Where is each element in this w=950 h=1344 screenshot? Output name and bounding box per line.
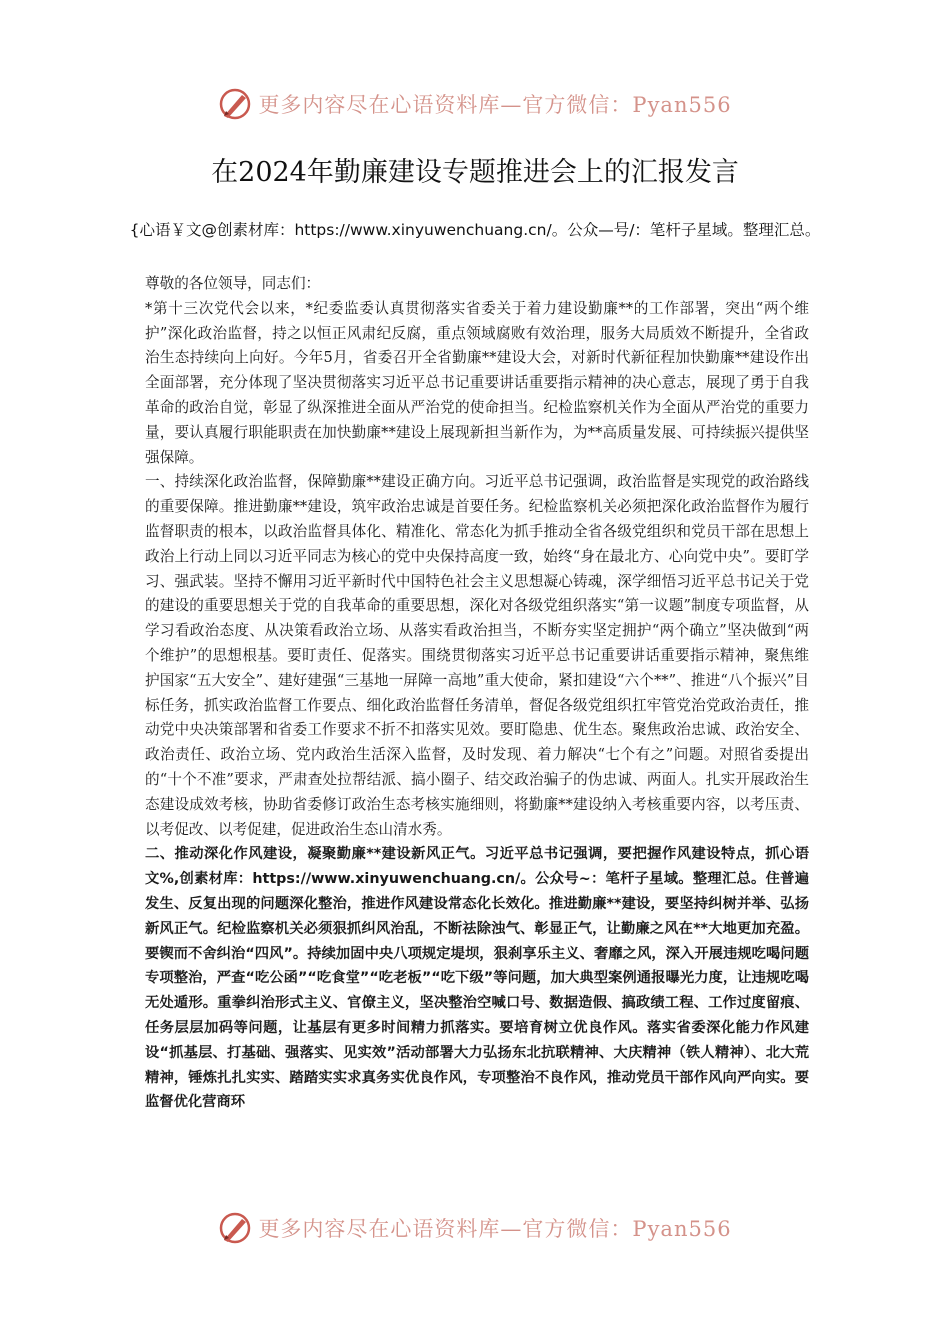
pen-logo-icon xyxy=(218,87,252,121)
watermark-text: 更多内容尽在心语资料库—官方微信：Pyan556 xyxy=(258,93,732,117)
document-body xyxy=(145,272,809,1115)
pen-logo-icon xyxy=(218,1211,252,1245)
source-note: {心语￥文@创素材库：https://www.xinyuwenchuang.cn/。公众—号/：笔杆子星域。整理汇总。 xyxy=(129,221,821,239)
salutation: 尊敬的各位领导，同志们： xyxy=(145,275,321,292)
page-title: 在2024年勤廉建设专题推进会上的汇报发言 xyxy=(211,157,739,188)
watermark-banner-top xyxy=(0,82,950,126)
paragraph-section-2: 二、推动深化作风建设，凝聚勤廉**建设新风正气。习近平总书记强调，要把握作风建设特点，抓心语文%,创素材库：https://www.xinyuwenchuang.cn/。公众号~：笔杆子星域。整理汇总。住普遍发生、反复出现的问题深化整治，推进作风建设常态化长效化。推进勤廉**建设，要坚持纠树并举、弘扬新风正气。纪检监察机关必须狠抓纠风治乱，不断祛除浊气、彰显正气，让勤廉之风在**大地更加充盈。要锲而不舍纠治“四风”。持续加固中央八项规定堤坝，狠刹享乐主义、奢靡之风，深入开展违规吃喝问题专项整治，严查“吃公函”“吃食堂”“吃老板”“吃下级”等问题，加大典型案例通报曝光力度，让违规吃喝无处遁形。重拳纠治形式主义、官僚主义，坚决整治空喊口号、数据造假、搞政绩工程、工作过度留痕、任务层层加码等问题，让基层有更多时间精力抓落实。要培育树立优良作风。落实省委深化能力作风建设“抓基层、打基础、强落实、见实效”活动部署大力弘扬东北抗联精神、大庆精神（铁人精神）、北大荒精神，锤炼扎扎实实、踏踏实实求真务实优良作风，专项整治不良作风，推动党员干部作风向严向实。要监督优化营商环 xyxy=(145,846,809,1111)
watermark-text: 更多内容尽在心语资料库—官方微信：Pyan556 xyxy=(258,1217,732,1241)
paragraph-intro: *第十三次党代会以来，*纪委监委认真贯彻落实省委关于着力建设勤廉**的工作部署，突出“两个维护”深化政治监督，持之以恒正风肃纪反腐，重点领域腐败有效治理，服务大局质效不断提升，全省政治生态持续向上向好。今年5月，省委召开全省勤廉**建设大会，对新时代新征程加快勤廉**建设作出全面部署，充分体现了坚决贯彻落实习近平总书记重要讲话重要指示精神的决心意志，展现了勇于自我革命的政治自觉，彰显了纵深推进全面从严治党的使命担当。纪检监察机关作为全面从严治党的重要力量，要认真履行职能职责在加快勤廉**建设上展现新担当新作为，为**高质量发展、可持续振兴提供坚强保障。 xyxy=(145,299,809,466)
watermark-banner-bottom xyxy=(0,1206,950,1250)
paragraph-section-1: 一、持续深化政治监督，保障勤廉**建设正确方向。习近平总书记强调，政治监督是实现党的政治路线的重要保障。推进勤廉**建设，筑牢政治忠诚是首要任务。纪检监察机关必须把深化政治监督作为履行监督职责的根本，以政治监督具体化、精准化、常态化为抓手推动全省各级党组织和党员干部在思想上政治上行动上同以习近平同志为核心的党中央保持高度一致，始终“身在最北方、心向党中央”。要盯学习、强武装。坚持不懈用习近平新时代中国特色社会主义思想凝心铸魂，深学细悟习近平总书记关于党的建设的重要思想关于党的自我革命的重要思想，深化对各级党组织落实“第一议题”制度专项监督，从学习看政治态度、从决策看政治立场、从落实看政治担当，不断夯实坚定拥护“两个确立”坚决做到“两个维护”的思想根基。要盯责任、促落实。围绕贯彻落实习近平总书记重要讲话重要指示精神，聚焦维护国家“五大安全”、建好建强“三基地一屏障一高地”重大使命，紧扣建设“六个**”、推进“八个振兴”目标任务，抓实政治监督工作要点、细化政治监督任务清单，督促各级党组织扛牢管党治党政治责任，推动党中央决策部署和省委工作要求不折不扣落实见效。要盯隐患、优生态。聚焦政治忠诚、政治安全、政治责任、政治立场、党内政治生活深入监督，及时发现、着力解决“七个有之”问题。对照省委提出的“十个不准”要求，严肃查处拉帮结派、搞小圈子、结交政治骗子的伪忠诚、两面人。扎实开展政治生态建设成效考核，协助省委修订政治生态考核实施细则，将勤廉**建设纳入考核重要内容，以考压责、以考促改、以考促建，促进政治生态山清水秀。 xyxy=(145,473,809,838)
